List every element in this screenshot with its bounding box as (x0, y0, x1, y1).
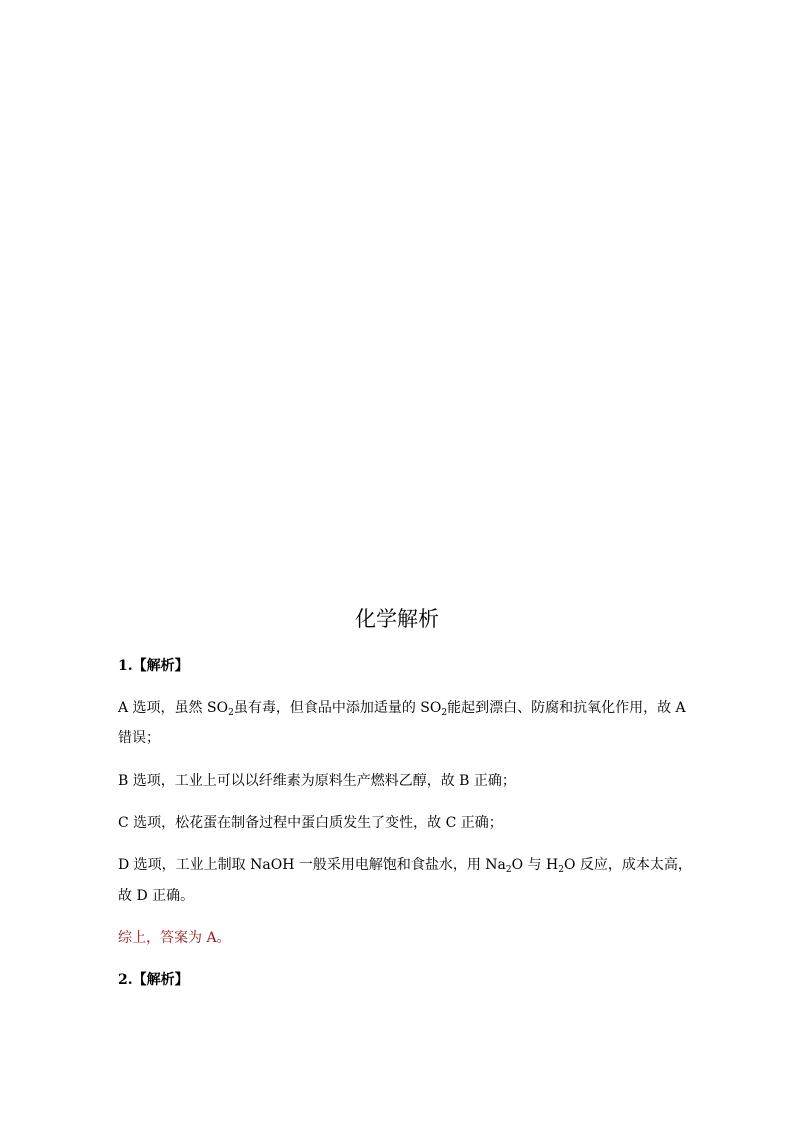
option-a-line (118, 697, 686, 719)
option-d-continuation: 故 D 正确。 (118, 888, 195, 904)
option-c-line: C 选项，松花蛋在制备过程中蛋白质发生了变性，故 C 正确； (118, 815, 503, 831)
option-d-text-2: O 与 H (511, 857, 559, 873)
option-a-text-2: 虽有毒，但食品中添加适量的 SO (233, 700, 442, 716)
answer-summary: 综上，答案为 A。 (118, 930, 231, 946)
question-1-header: 1.【解析】 (118, 658, 189, 674)
option-d-line (118, 854, 692, 876)
question-2-header: 2.【解析】 (118, 972, 189, 988)
option-a-subscript-2: 2 (441, 708, 448, 718)
page-title: 化学解析 (355, 607, 439, 631)
option-a-continuation: 错误； (118, 730, 160, 746)
option-a-text-3: 能起到漂白、防腐和抗氧化作用，故 A (447, 700, 686, 716)
option-d-subscript-2: 2 (558, 865, 564, 875)
option-b-line: B 选项，工业上可以以纤维素为原料生产燃料乙醇，故 B 正确； (118, 773, 516, 789)
option-a-subscript-1: 2 (228, 708, 234, 718)
option-d-text-3: O 反应，成本太高， (563, 857, 692, 873)
option-a-text-1: A 选项，虽然 SO (118, 700, 229, 716)
option-d-text-1: D 选项，工业上制取 NaOH 一般采用电解饱和食盐水，用 Na (118, 857, 506, 873)
option-d-subscript-1: 2 (505, 865, 512, 875)
